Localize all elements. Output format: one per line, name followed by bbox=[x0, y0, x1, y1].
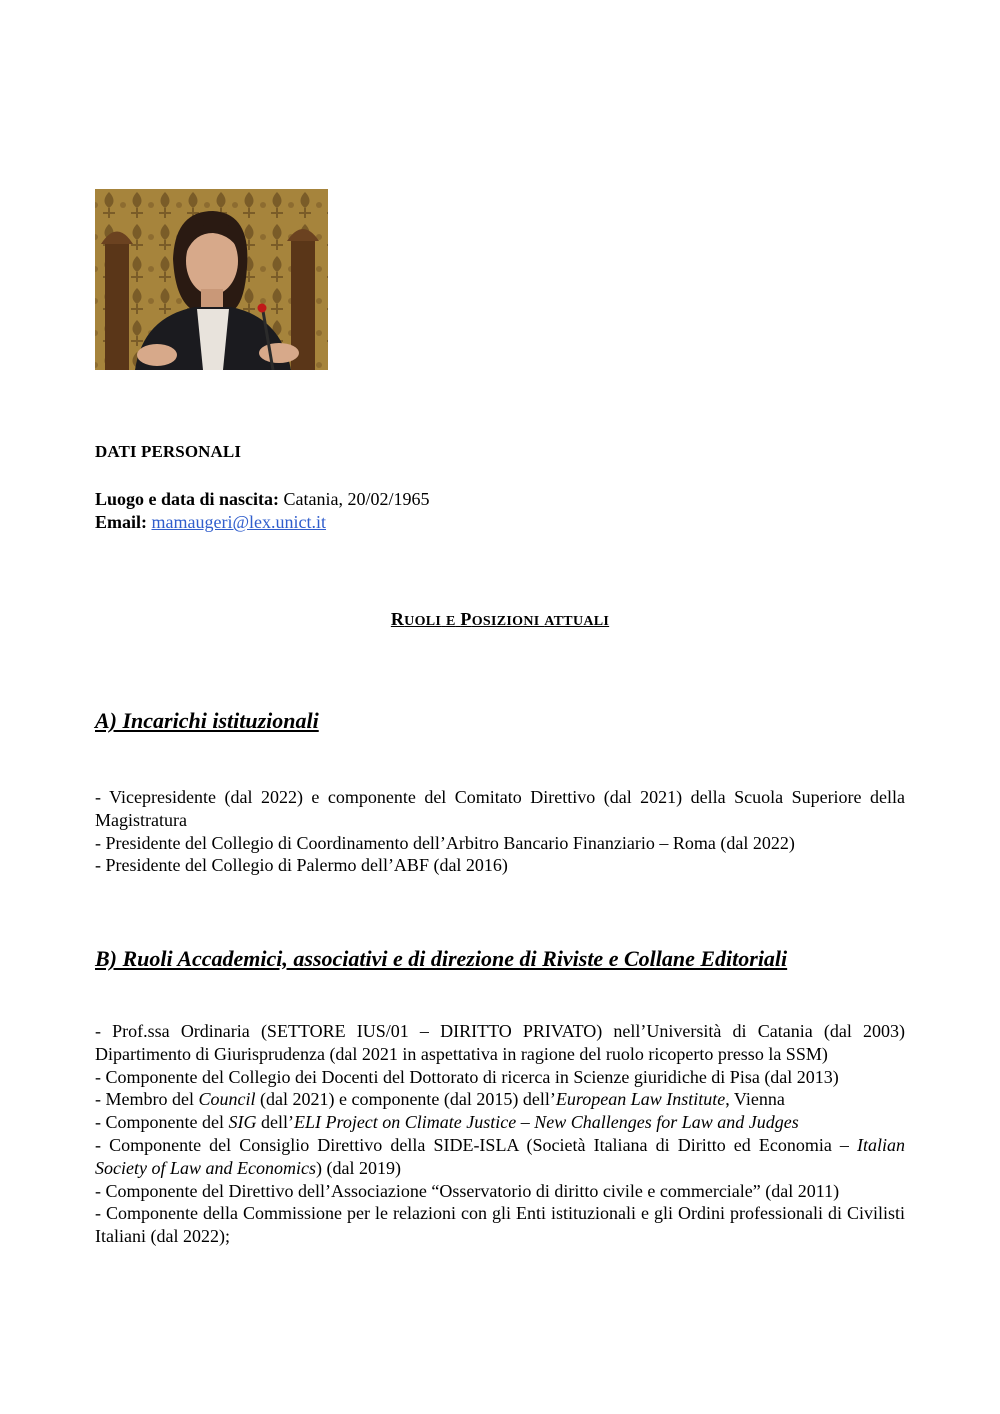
text-part: , Vienna bbox=[725, 1089, 785, 1110]
section-b-item-doctorate: - Componente del Collegio dei Docenti del Dottorato di ricerca in Scienze giuridiche di Pisa (dal 2013) bbox=[95, 1066, 839, 1087]
roles-title-word3-initial: P bbox=[460, 609, 472, 629]
italic-part: Council bbox=[198, 1089, 256, 1110]
roles-title-word4: ATTUALI bbox=[544, 614, 610, 629]
text-part: - Componente del Consiglio Direttivo della SIDE-ISLA (Società Italiana di Diritto ed Economia – bbox=[95, 1134, 857, 1155]
section-b-item-eli-sig bbox=[95, 1111, 905, 1134]
section-a-item: - Vicepresidente (dal 2022) e componente del Comitato Direttivo (dal 2021) della Scuola Superiore della Magistratura bbox=[95, 787, 905, 830]
email-line bbox=[95, 511, 430, 534]
personal-info bbox=[95, 488, 430, 534]
section-b-title: B) Ruoli Accademici, associativi e di direzione di Riviste e Collane Editoriali bbox=[95, 946, 788, 971]
section-a-item: - Presidente del Collegio di Coordinamento dell’Arbitro Bancario Finanziario – Roma (dal 2022) bbox=[95, 832, 795, 853]
section-b-list bbox=[95, 1020, 905, 1248]
email-link[interactable]: mamaugeri@lex.unict.it bbox=[151, 512, 327, 532]
italic-part: European Law Institute bbox=[555, 1089, 726, 1110]
section-b-item-side-isla bbox=[95, 1134, 905, 1180]
italic-part: Italian Society of Law and Economics bbox=[95, 1134, 905, 1178]
personal-data-heading: DATI PERSONALI bbox=[95, 442, 242, 461]
birth-label: Luogo e data di nascita: bbox=[95, 489, 280, 509]
roles-title-word1-initial: R bbox=[390, 609, 405, 629]
section-b-item-commissione: - Componente della Commissione per le relazioni con gli Enti istituzionali e gli Ordini professionali di Civilisti Italiani (dal 2022); bbox=[95, 1203, 905, 1247]
section-b-item-osservatorio: - Componente del Direttivo dell’Associazione “Osservatorio di diritto civile e commerciale” (dal 2011) bbox=[95, 1180, 840, 1201]
text-part: - Membro del bbox=[95, 1089, 199, 1110]
text-part: - Componente del bbox=[95, 1112, 229, 1133]
section-a-item: - Presidente del Collegio di Palermo dell’ABF (dal 2016) bbox=[95, 855, 508, 876]
roles-title-word2: E bbox=[445, 614, 456, 629]
section-a-list bbox=[95, 786, 905, 877]
birth-line bbox=[95, 488, 430, 511]
section-a-title: A) Incarichi istituzionali bbox=[95, 708, 319, 733]
section-b-item-professor: - Prof.ssa Ordinaria (SETTORE IUS/01 – DIRITTO PRIVATO) nell’Università di Catania (dal 2003) Dipartimento di Giurisprudenza (dal 2021 in aspettativa in ragione del ruolo ricoperto presso la SSM) bbox=[95, 1021, 905, 1064]
roles-title-word1-rest: UOLI bbox=[404, 614, 442, 629]
section-b-item-eli-council bbox=[95, 1088, 905, 1111]
roles-title-word3-rest: OSIZIONI bbox=[471, 614, 540, 629]
portrait-photo bbox=[95, 189, 328, 370]
email-label: Email: bbox=[95, 512, 147, 532]
italic-part: ELI Project on Climate Justice – New Challenges for Law and Judges bbox=[293, 1112, 799, 1133]
roles-section-title bbox=[0, 609, 1000, 630]
text-part: (dal 2021) e componente (dal 2015) dell’ bbox=[255, 1089, 556, 1110]
text-part: ) (dal 2019) bbox=[315, 1157, 401, 1178]
birth-value: Catania, 20/02/1965 bbox=[283, 489, 430, 509]
italic-part: SIG bbox=[228, 1112, 257, 1133]
portrait-illustration bbox=[95, 189, 328, 370]
text-part: dell’ bbox=[256, 1112, 294, 1133]
